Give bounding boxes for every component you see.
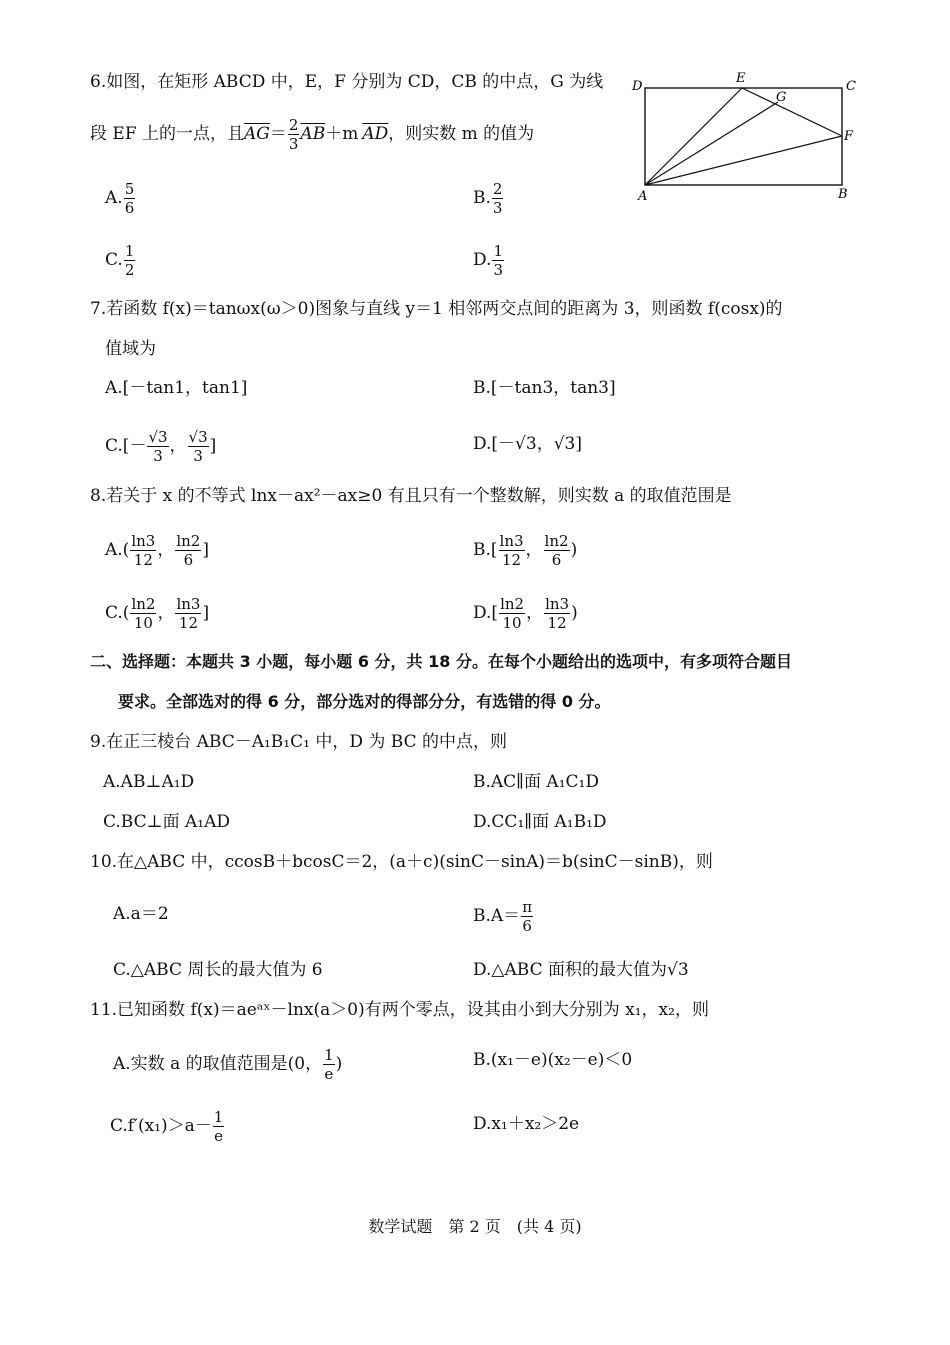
q6-option-c[interactable]: C. $\frac{1}{2}$: [105, 242, 135, 279]
q6-stem-line1: 6.如图，在矩形 ABCD 中，E，F 分别为 CD，CB 的中点，G 为线: [90, 72, 604, 92]
label-g: G: [776, 90, 787, 105]
q9-option-b[interactable]: B.AC∥面 A₁C₁D: [473, 772, 599, 792]
label-f: F: [844, 129, 854, 144]
q6-option-a[interactable]: A. $\frac{5}{6}$: [105, 180, 135, 217]
fraction-coef: $\frac{2}{3}$: [288, 116, 299, 153]
vector-ad: $\overline{AD}$: [362, 124, 389, 144]
q11-option-c[interactable]: C.f′(x₁)＞a－ $\frac{1}{e}$: [110, 1108, 224, 1145]
q11-stem: 11.已知函数 f(x)＝aeᵃˣ－lnx(a＞0)有两个零点，设其由小到大分别为 x₁，x₂，则: [90, 1000, 709, 1020]
q10-stem: 10.在△ABC 中，ccosB＋bcosC＝2，(a＋c)(sinC－sinA)＝b(sinC－sinB)，则: [90, 852, 713, 872]
q10-option-c[interactable]: C.△ABC 周长的最大值为 6: [113, 960, 323, 980]
q7-stem-line1: 7.若函数 f(x)＝tanωx(ω＞0)图象与直线 y＝1 相邻两交点间的距离为 3，则函数 f(cosx)的: [90, 299, 783, 319]
q6-option-b[interactable]: B. $\frac{2}{3}$: [473, 180, 503, 217]
segment-ag: [645, 102, 778, 185]
q9-option-d[interactable]: D.CC₁∥面 A₁B₁D: [473, 812, 607, 832]
q9-option-c[interactable]: C.BC⊥面 A₁AD: [103, 812, 231, 832]
q10-option-a[interactable]: A.a＝2: [113, 904, 169, 924]
q6-stem-line2: 段 EF 上的一点，且$\overline{AG}=$ $\frac{2}{3}$ $\overline{AB}+m$ $\overline{AD}$，则实数 m 的值为: [90, 116, 535, 153]
segment-ae: [645, 88, 742, 185]
section-2-heading-line1: 二、选择题：本题共 3 小题，每小题 6 分，共 18 分。在每个小题给出的选项中，有多项符合题目: [90, 652, 792, 671]
page-footer: 数学试题 第 2 页 (共 4 页): [368, 1217, 582, 1236]
rectangle-abcd: [645, 88, 842, 185]
q9-stem: 9.在正三棱台 ABC－A₁B₁C₁ 中，D 为 BC 的中点，则: [90, 732, 507, 752]
q8-stem: 8.若关于 x 的不等式 lnx－ax²－ax≥0 有且只有一个整数解，则实数 a 的取值范围是: [90, 486, 732, 506]
vector-ag: $\overline{AG}$: [244, 124, 270, 144]
q11-option-d[interactable]: D.x₁＋x₂＞2e: [473, 1114, 580, 1134]
q10-option-d[interactable]: D.△ABC 面积的最大值为√3: [473, 960, 689, 980]
q10-option-b[interactable]: B.A＝ $\frac{\pi}{6}$: [473, 898, 533, 935]
label-b: B: [838, 187, 848, 202]
q11-option-b[interactable]: B.(x₁－e)(x₂－e)＜0: [473, 1050, 633, 1070]
q6-option-d[interactable]: D. $\frac{1}{3}$: [473, 242, 503, 279]
label-e: E: [736, 71, 746, 86]
q8-option-d[interactable]: D.[ $\frac{\ln 2}{10}$ ， $\frac{\ln 3}{12}$ ): [473, 595, 578, 632]
q7-stem-line2: 值域为: [105, 339, 156, 359]
segment-af: [645, 136, 842, 185]
label-d: D: [632, 79, 643, 94]
label-c: C: [846, 79, 856, 94]
q7-option-a[interactable]: A.[－tan1，tan1]: [105, 378, 248, 398]
q11-option-a[interactable]: A.实数 a 的取值范围是(0， $\frac{1}{e}$ ): [113, 1046, 343, 1083]
q9-option-a[interactable]: A.AB⊥A₁D: [103, 772, 195, 792]
q8-option-c[interactable]: C.( $\frac{\ln 2}{10}$ ， $\frac{\ln 3}{12}$ ]: [105, 595, 210, 632]
q7-option-c[interactable]: C.[－ $\frac{√3}{3}$ ， $\frac{√3}{3}$ ]: [105, 428, 217, 465]
section-2-heading-line2: 要求。全部选对的得 6 分，部分选对的得部分分，有选错的得 0 分。: [118, 692, 611, 711]
q8-option-b[interactable]: B.[ $\frac{\ln 3}{12}$ ， $\frac{\ln 2}{6}$ ): [473, 532, 578, 569]
q7-option-b[interactable]: B.[－tan3，tan3]: [473, 378, 616, 398]
q8-option-a[interactable]: A.( $\frac{\ln 3}{12}$ ， $\frac{\ln 2}{6}$ ]: [105, 532, 209, 569]
q7-option-d[interactable]: D.[－√3，√3]: [473, 434, 582, 454]
label-a: A: [638, 189, 648, 204]
segment-ef: [742, 88, 842, 136]
rectangle-figure: [630, 70, 860, 205]
vector-ab: $\overline{AB}$: [300, 124, 326, 144]
